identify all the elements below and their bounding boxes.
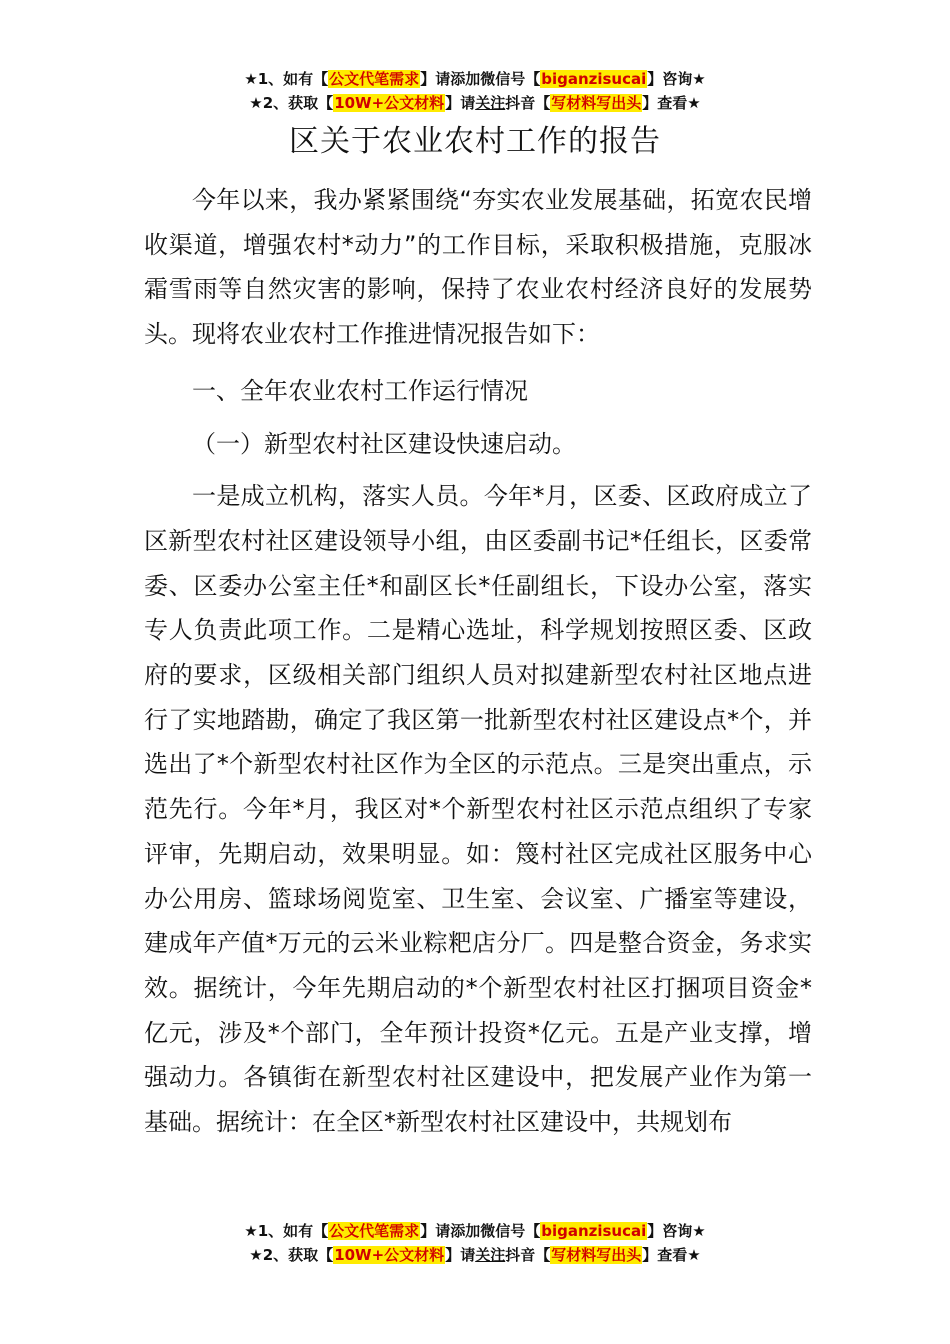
promo-text: ★1、如有【	[244, 70, 329, 88]
promo-text: 】请添加微信号【	[420, 70, 541, 88]
subsection-heading: （一）新型农村社区建设快速启动。	[192, 429, 576, 458]
wechat-id: biganzisucai	[541, 1222, 647, 1240]
promo-text: 】咨询★	[647, 1222, 706, 1240]
document-title: 区关于农业农村工作的报告	[289, 124, 661, 159]
promo-line-2	[0, 92, 950, 116]
wechat-id: biganzisucai	[541, 70, 647, 88]
promo-underline: 关注	[475, 1246, 506, 1264]
section-heading: 一、全年农业农村工作运行情况	[192, 376, 528, 405]
promo-highlight: 公文代笔需求	[329, 1222, 420, 1240]
promo-text: 】请	[445, 94, 476, 112]
document-body	[144, 178, 812, 1145]
promo-line-2	[0, 1244, 950, 1268]
douyin-account: 写材料写出头	[551, 94, 642, 112]
promo-line-1	[0, 1220, 950, 1244]
promo-underline: 关注	[475, 94, 506, 112]
intro-paragraph: 今年以来，我办紧紧围绕“夯实农业发展基础，拓宽农民增收渠道，增强农村*动力”的工作目标，采取积极措施，克服冰霜雪雨等自然灾害的影响，保持了农业农村经济良好的发展势头。现将农业农村工作推进情况报告如下：	[144, 186, 812, 349]
promo-text: 】请添加微信号【	[420, 1222, 541, 1240]
promo-highlight: 10W+公文材料	[334, 1246, 445, 1264]
promo-banner-top	[0, 68, 950, 116]
promo-text: 抖音【	[505, 94, 551, 112]
promo-text: 】咨询★	[647, 70, 706, 88]
promo-text: 】查看★	[642, 94, 701, 112]
promo-highlight: 公文代笔需求	[329, 70, 420, 88]
promo-text: ★1、如有【	[244, 1222, 329, 1240]
promo-text: 】查看★	[642, 1246, 701, 1264]
promo-line-1	[0, 68, 950, 92]
douyin-account: 写材料写出头	[551, 1246, 642, 1264]
promo-banner-bottom	[0, 1220, 950, 1268]
promo-text: ★2、获取【	[249, 1246, 334, 1264]
promo-text: 】请	[445, 1246, 476, 1264]
body-paragraph: 一是成立机构，落实人员。今年*月，区委、区政府成立了区新型农村社区建设领导小组，由区委副书记*任组长，区委常委、区委办公室主任*和副区长*任副组长，下设办公室，落实专人负责此项工作。二是精心选址，科学规划按照区委、区政府的要求，区级相关部门组织人员对拟建新型农村社区地点进行了实地踏勘，确定了我区第一批新型农村社区建设点*个，并选出了*个新型农村社区作为全区的示范点。三是突出重点，示范先行。今年*月，我区对*个新型农村社区示范点组织了专家评审，先期启动，效果明显。如：篾村社区完成社区服务中心办公用房、篮球场阅览室、卫生室、会议室、广播室等建设，建成年产值*万元的云米业粽粑店分厂。四是整合资金，务求实效。据统计，今年先期启动的*个新型农村社区打捆项目资金*亿元，涉及*个部门，全年预计投资*亿元。五是产业支撑，增强动力。各镇街在新型农村社区建设中，把发展产业作为第一基础。据统计：在全区*新型农村社区建设中，共规划布	[144, 482, 812, 1137]
promo-highlight: 10W+公文材料	[334, 94, 445, 112]
promo-text: 抖音【	[505, 1246, 551, 1264]
promo-text: ★2、获取【	[249, 94, 334, 112]
